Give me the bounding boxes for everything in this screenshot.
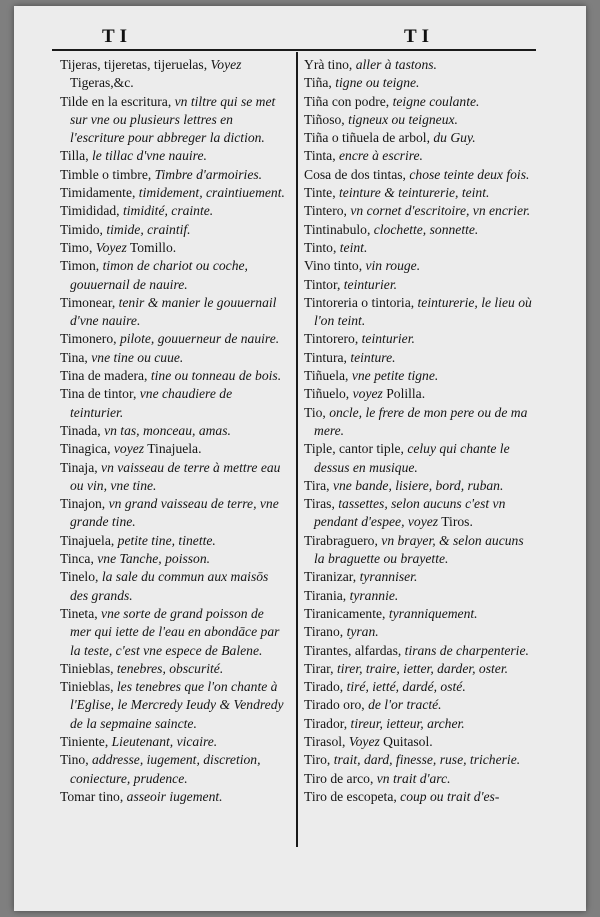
- entry-definition: tireur, ietteur, archer.: [350, 715, 465, 731]
- dictionary-entry: [60, 495, 288, 532]
- entry-headword: Timon,: [60, 258, 103, 274]
- dictionary-entry: [304, 367, 536, 385]
- entry-definition: vin rouge.: [365, 258, 421, 274]
- entry-headword: Tiña o tiñuela de arbol,: [304, 130, 434, 146]
- entry-definition: tyrannie.: [349, 587, 399, 603]
- entry-definition: tiré, ietté, dardé, osté.: [346, 679, 466, 695]
- dictionary-entry: [60, 349, 288, 367]
- entry-headword: Tina,: [60, 349, 92, 365]
- entry-headword: Tinajon,: [60, 496, 109, 512]
- entry-definition: vne petite tigne.: [351, 368, 439, 384]
- entry-definition: aller à tastons.: [355, 57, 437, 72]
- entry-headword: Tinada,: [60, 422, 105, 438]
- entry-headword: Tinajuela,: [60, 532, 118, 548]
- entry-headword: Timo,: [60, 239, 96, 255]
- entry-headword: Tirar,: [304, 660, 337, 676]
- entry-headword: Tiro de arco,: [304, 770, 377, 786]
- dictionary-entry: [304, 495, 536, 532]
- entry-definition: tenir & manier le gouuernail d'vne nauire.: [70, 294, 277, 329]
- dictionary-entry: [304, 239, 536, 257]
- entry-definition: teint.: [339, 239, 368, 255]
- entry-definition: timide, craintif.: [106, 221, 191, 237]
- dictionary-entry: [304, 587, 536, 605]
- entry-headword: Tiranicamente,: [304, 605, 389, 621]
- dictionary-entry: [304, 568, 536, 586]
- entry-headword: Tinieblas,: [60, 679, 117, 695]
- dictionary-entry: [60, 550, 288, 568]
- entry-cross-reference: Tigeras,&c.: [70, 75, 134, 91]
- dictionary-entry: [304, 184, 536, 202]
- entry-headword: Tiñuelo,: [304, 386, 353, 402]
- entry-definition: vn grand vaisseau de terre, vne grande tine.: [70, 496, 279, 530]
- dictionary-entry: [304, 257, 536, 275]
- entry-definition: oncle, le frere de mon pere ou de ma mere.: [314, 404, 528, 438]
- dictionary-entry: [304, 477, 536, 495]
- entry-definition: tirer, traire, ietter, darder, oster.: [336, 660, 509, 676]
- entry-headword: Tiro,: [304, 752, 334, 768]
- dictionary-entry: [304, 330, 536, 348]
- entry-definition: timon de chariot ou coche, gouuernail de nauire.: [70, 258, 248, 292]
- entry-definition: tassettes, selon aucuns c'est vn pendant d'espee, voyez: [314, 496, 506, 530]
- dictionary-entry: [304, 404, 536, 441]
- entry-headword: Timble o timbre,: [60, 166, 155, 182]
- entry-definition: teinturier.: [361, 331, 415, 347]
- entry-cross-reference: Tiros.: [438, 514, 473, 530]
- entry-headword: Timidamente,: [60, 185, 139, 201]
- dictionary-entry: [304, 129, 536, 147]
- dictionary-entry: [60, 385, 288, 422]
- entry-headword: Tirano,: [304, 624, 347, 640]
- entry-definition: du Guy.: [433, 130, 476, 146]
- entry-headword: Tirania,: [304, 587, 350, 603]
- dictionary-entry: [60, 330, 288, 348]
- entry-headword: Tiñuela,: [304, 368, 352, 384]
- dictionary-entry: [60, 660, 288, 678]
- entry-headword: Cosa de dos tintas,: [304, 166, 410, 182]
- dictionary-entry: [304, 111, 536, 129]
- dictionary-entry: [304, 642, 536, 660]
- entry-headword: Tiranizar,: [304, 569, 360, 585]
- entry-headword: Tilla,: [60, 148, 92, 164]
- dictionary-entry: [60, 678, 288, 733]
- dictionary-entry: [60, 440, 288, 458]
- entry-definition: tyranniser.: [359, 569, 418, 585]
- entry-definition: vn tiltre qui se met sur vne ou plusieurs lettres en l'escriture pour abbreger la diction.: [70, 93, 276, 146]
- entry-headword: Tirabraguero,: [304, 532, 382, 548]
- entry-headword: Tintura,: [304, 349, 351, 365]
- entry-headword: Tiniente,: [60, 733, 112, 749]
- dictionary-entry: [304, 623, 536, 641]
- entry-cross-reference: Tinajuela.: [144, 441, 202, 457]
- entry-definition: clochette, sonnette.: [373, 221, 479, 237]
- entry-cross-reference: Polilla.: [382, 386, 426, 402]
- dictionary-entry: [60, 788, 288, 806]
- entry-definition: teinturier.: [343, 276, 398, 292]
- entry-headword: Tio,: [304, 404, 330, 420]
- entry-definition: timidement, craintiuement.: [138, 185, 285, 201]
- dictionary-entry: [304, 678, 536, 696]
- entry-headword: Tinagica,: [60, 441, 114, 457]
- dictionary-entry: [304, 751, 536, 769]
- dictionary-entry: [60, 532, 288, 550]
- entry-definition: vne Tanche, poisson.: [97, 551, 211, 567]
- entry-headword: Tiña,: [304, 75, 336, 91]
- entry-headword: Tiras,: [304, 496, 339, 512]
- entry-definition: vne tine ou cuue.: [91, 349, 184, 365]
- entry-definition: vn tas, monceau, amas.: [104, 422, 231, 438]
- dictionary-entry: [60, 147, 288, 165]
- entry-definition: vn brayer, & selon aucuns la braguette ou brayette.: [314, 532, 524, 567]
- dictionary-entry: [60, 733, 288, 751]
- entry-headword: Timididad,: [60, 203, 123, 219]
- entry-headword: Tinta,: [304, 148, 340, 164]
- entry-headword: Tintorero,: [304, 331, 362, 347]
- dictionary-entry: [304, 532, 536, 569]
- entry-headword: Tiñoso,: [304, 111, 349, 127]
- entry-headword: Timonero,: [60, 331, 120, 347]
- entry-definition: vn cornet d'escritoire, vn encrier.: [350, 203, 531, 219]
- entry-headword: Tintor,: [304, 276, 344, 292]
- entry-headword: Tina de tintor,: [60, 386, 140, 402]
- entry-headword: Tinelo,: [60, 569, 102, 585]
- entry-definition: teigne coulante.: [392, 93, 480, 109]
- entry-headword: Tinaja,: [60, 459, 102, 475]
- entry-headword: Tirador,: [304, 715, 351, 731]
- dictionary-entry: [304, 166, 536, 184]
- entry-headword: Tinto,: [304, 239, 340, 255]
- entry-definition: coup ou trait d'es-: [400, 788, 500, 804]
- entry-headword: Yrà tino,: [304, 57, 356, 72]
- header-right: TI: [404, 26, 435, 47]
- dictionary-entry: [60, 184, 288, 202]
- entry-headword: Tilde en la escritura,: [60, 93, 175, 109]
- entry-definition: tigneux ou teigneux.: [348, 111, 458, 127]
- entry-definition: Voyez: [348, 733, 380, 749]
- entry-definition: voyez: [113, 441, 145, 457]
- entry-definition: Lieutenant, vicaire.: [111, 733, 218, 749]
- entry-definition: tenebres, obscurité.: [116, 660, 224, 676]
- entry-headword: Tineta,: [60, 605, 102, 621]
- entry-headword: Tinca,: [60, 551, 98, 567]
- dictionary-entry: [304, 294, 536, 331]
- entry-definition: vne bande, lisiere, bord, ruban.: [332, 477, 504, 493]
- entry-headword: Tomar tino,: [60, 788, 127, 804]
- running-header: [52, 26, 534, 48]
- entry-headword: Tiro de escopeta,: [304, 788, 401, 804]
- dictionary-entry: [304, 349, 536, 367]
- left-column: [60, 56, 288, 806]
- entry-definition: tyranniquement.: [388, 605, 478, 621]
- dictionary-entry: [304, 788, 536, 806]
- dictionary-entry: [304, 440, 536, 477]
- entry-headword: Timonear,: [60, 294, 119, 310]
- entry-definition: vn vaisseau de terre à mettre eau ou vin, vne tine.: [70, 459, 281, 493]
- entry-headword: Tino,: [60, 752, 92, 768]
- dictionary-entry: [304, 770, 536, 788]
- entry-headword: Tintinabulo,: [304, 221, 374, 237]
- dictionary-entry: [304, 715, 536, 733]
- header-left: TI: [102, 26, 133, 47]
- entry-headword: Tiña con podre,: [304, 93, 393, 109]
- column-divider: [296, 52, 298, 847]
- entry-headword: Tinieblas,: [60, 660, 117, 676]
- dictionary-entry: [304, 660, 536, 678]
- entry-definition: addresse, iugement, discretion, coniecture, prudence.: [70, 752, 261, 786]
- entry-definition: le tillac d'vne nauire.: [92, 148, 207, 164]
- dictionary-entry: [60, 257, 288, 294]
- dictionary-entry: [60, 568, 288, 605]
- entry-definition: de l'or tracté.: [368, 697, 442, 713]
- page-sheet: [14, 6, 586, 911]
- entry-headword: Tijeras, tijeretas, tijeruelas,: [60, 57, 211, 72]
- entry-definition: celuy qui chante le dessus en musique.: [314, 441, 510, 475]
- dictionary-entry: [60, 605, 288, 660]
- dictionary-entry: [304, 202, 536, 220]
- dictionary-entry: [304, 605, 536, 623]
- entry-definition: tyran.: [346, 624, 379, 640]
- entry-definition: la sale du commun aux maisōs des grands.: [70, 569, 269, 603]
- header-rule: [52, 49, 536, 51]
- dictionary-entry: [60, 459, 288, 496]
- dictionary-entry: [60, 239, 288, 257]
- entry-definition: tigne ou teigne.: [335, 75, 420, 91]
- dictionary-entry: [60, 294, 288, 331]
- dictionary-entry: [304, 221, 536, 239]
- entry-definition: tirans de charpenterie.: [404, 642, 529, 658]
- dictionary-entry: [60, 367, 288, 385]
- dictionary-entry: [304, 147, 536, 165]
- entry-definition: vn trait d'arc.: [376, 770, 451, 786]
- dictionary-entry: [304, 74, 536, 92]
- entry-definition: les tenebres que l'on chante à l'Eglise, le Mercredy Ieudy & Vendredy de la sepmaine saincte.: [70, 679, 284, 731]
- entry-headword: Tira,: [304, 477, 333, 493]
- entry-headword: Tina de madera,: [60, 368, 151, 384]
- dictionary-entry: [60, 202, 288, 220]
- entry-headword: Tirado,: [304, 679, 347, 695]
- dictionary-entry: [304, 276, 536, 294]
- entry-definition: Voyez: [95, 239, 127, 255]
- dictionary-entry: [60, 221, 288, 239]
- entry-definition: teinture & teinturerie, teint.: [339, 185, 490, 201]
- dictionary-entry: [60, 166, 288, 184]
- dictionary-entry: [60, 56, 288, 93]
- entry-definition: petite tine, tinette.: [117, 532, 216, 548]
- dictionary-entry: [304, 93, 536, 111]
- entry-definition: voyez: [352, 386, 383, 402]
- entry-definition: vne chaudiere de teinturier.: [70, 386, 233, 420]
- dictionary-entry: [60, 93, 288, 148]
- entry-headword: Tintero,: [304, 203, 351, 219]
- entry-definition: pilote, gouuerneur de nauire.: [119, 331, 280, 347]
- entry-definition: trait, dard, finesse, ruse, tricherie.: [333, 752, 521, 768]
- dictionary-entry: [304, 733, 536, 751]
- entry-headword: Tirado oro,: [304, 697, 369, 713]
- entry-cross-reference: Tomillo.: [126, 239, 177, 255]
- entry-definition: timidité, crainte.: [122, 203, 214, 219]
- entry-headword: Tirantes, alfardas,: [304, 642, 405, 658]
- dictionary-entry: [304, 696, 536, 714]
- dictionary-entry: [304, 385, 536, 403]
- entry-definition: teinture.: [350, 349, 396, 365]
- entry-definition: asseoir iugement.: [126, 788, 223, 804]
- entry-headword: Tintoreria o tintoria,: [304, 294, 418, 310]
- right-column: [304, 56, 536, 806]
- entry-headword: Tinte,: [304, 185, 340, 201]
- entry-cross-reference: Quitasol.: [379, 733, 433, 749]
- dictionary-entry: [304, 56, 536, 74]
- entry-definition: tine ou tonneau de bois.: [150, 368, 282, 384]
- dictionary-entry: [60, 751, 288, 788]
- entry-headword: Tiple, cantor tiple,: [304, 441, 408, 457]
- entry-definition: teinturerie, le lieu où l'on teint.: [314, 294, 532, 329]
- entry-definition: Timbre d'armoiries.: [154, 166, 263, 182]
- entry-definition: encre à escrire.: [339, 148, 423, 164]
- dictionary-entry: [60, 422, 288, 440]
- entry-definition: chose teinte deux fois.: [409, 166, 530, 182]
- entry-headword: Tirasol,: [304, 733, 349, 749]
- entry-definition: vne sorte de grand poisson de mer qui iette de l'eau en abondāce par la teste, c'est vne espece de Balene.: [70, 605, 280, 658]
- entry-headword: Vino tinto,: [304, 258, 366, 274]
- entry-definition: Voyez: [210, 57, 242, 72]
- entry-headword: Timido,: [60, 221, 107, 237]
